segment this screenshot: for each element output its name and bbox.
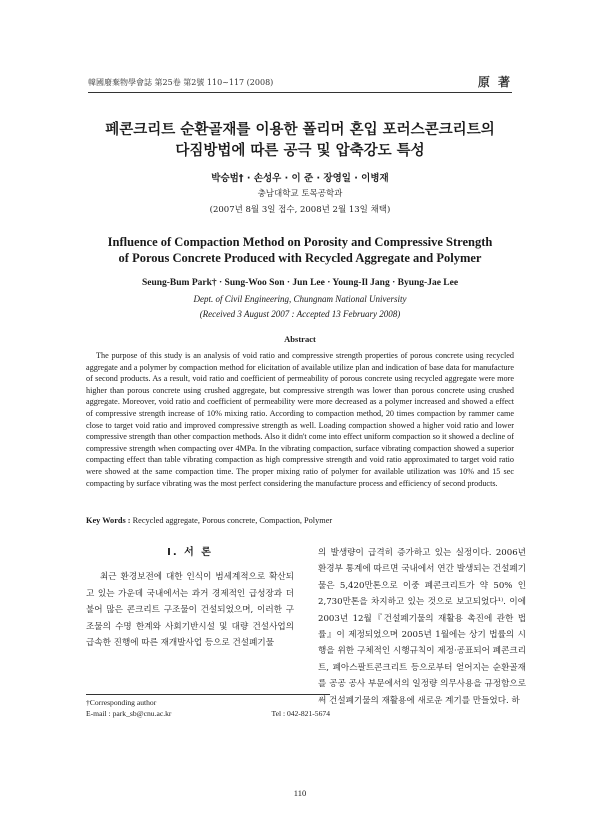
korean-title-line-1: 페콘크리트 순환골재를 이용한 폴리머 혼입 포러스콘크리트의: [105, 122, 495, 138]
english-authors: Seung-Bum Park† · Sung-Woo Son · Jun Lee · Young-Il Jang · Byung-Jae Lee: [141, 278, 459, 288]
page-number: 110: [293, 788, 307, 798]
footnote-telephone: Tel : 042-821-5674: [271, 708, 330, 718]
korean-authors: 박승범† · 손성우 · 이 준 · 장영일 · 이병재: [211, 173, 389, 184]
english-title: [70, 234, 530, 266]
english-dates: (Received 3 August 2007 : Accepted 13 February 2008): [199, 309, 401, 319]
running-head: [88, 74, 512, 93]
journal-citation: 韓國廢棄物學會誌 第25卷 第2號 110~117 (2008): [88, 78, 274, 87]
keywords: [86, 516, 514, 525]
english-affiliation: Dept. of Civil Engineering, Chungnam National University: [193, 294, 407, 304]
keywords-label: Key Words :: [86, 516, 131, 525]
footnote-email: E-mail : park_sb@cnu.ac.kr: [86, 708, 172, 718]
keywords-text: Recycled aggregate, Porous concrete, Compaction, Polymer: [130, 516, 333, 525]
introduction-paragraph-right: 의 발생량이 급격히 증가하고 있는 실정이다. 2006년 환경부 통계에 따르면 국내에서 연간 발생되는 건설폐기물은 5,420만톤으로 이중 폐콘크리트가 약 50% 인 2,730만톤을 차지하고 있는 것으로 보고되었다¹⁾. 이에 2003년 12월『건설폐기물의 재활용 촉진에 관한 법률』이 제정되었으며 2005년 1월에는 상기 법률의 시행을 위한 구체적인 시행규칙이 제정·공표되어 폐콘크리트, 폐아스팔트콘크리트 등으로부터 얻어지는 순환골재를 공공 공사 부문에서의 일정량 의무사용을 규정함으로써 건설폐기물의 재활용에 새로운 계기를 만들었다. 하: [318, 548, 526, 706]
korean-dates: (2007년 8월 3일 접수, 2008년 2월 13일 채택): [209, 205, 391, 215]
footnote-corresponding-author: †Corresponding author: [86, 698, 157, 707]
korean-title: [80, 120, 520, 162]
abstract-heading: Abstract: [284, 334, 316, 344]
article-type-label: 原 著: [477, 75, 512, 89]
footnote-contact-row: [86, 709, 330, 720]
english-title-line-2: of Porous Concrete Produced with Recycled Aggregate and Polymer: [118, 251, 482, 265]
introduction-paragraph-left: 최근 환경보전에 대한 인식이 범세계적으로 확산되고 있는 가운데 국내에서는 과거 경제적인 급성장과 더불어 많은 콘크리트 구조물이 건설되었으며, 이러한 구조물의 수명 한계와 사회기반시설 및 대량 건설사업의 급속한 진행에 따른 재개발사업 등으로 건설폐기물: [86, 572, 294, 649]
abstract-body: The purpose of this study is an analysis of void ratio and compressive strength properties of porous concrete using recycled aggregate and a polymer by compaction method for elicitation of available utilize plan and indication of base data for manufacture of second products. As a result, void ratio and coefficient of permeability of porous concrete using recycled aggregate were more higher than porous concrete using crushed aggregate, but compressive strength was lower than porous concrete using crushed aggregate. Moreover, void ratio and coefficient of permeability were more decreased as a polymer increased and showed a effect of compressive strength increase of 10% mixing ratio. According to compaction method, 20 times compaction by rammer came close to target void ratio and improved compressive strength as well. Loading compaction showed a higher void ratio and lower compressive strength than other compaction methods. Also it didn't come into effect uniform compaction so it showed a decline of compressive strength when compacting over 4MPa. In the vibrating compaction, surface vibrating compaction showed a superior compacting effect than table vibrating compaction as high compressive strength and void ratio approximated to target void ratio were showed at the same compaction time. The proper mixing ratio of polymer for available utilization was 10% and 15 sec compacting by surface vibrating was the most perfect considering the manufacture process and efficiency of second products.: [86, 351, 514, 488]
korean-title-line-2: 다짐방법에 따른 공극 및 압축강도 특성: [175, 143, 425, 159]
english-title-line-1: Influence of Compaction Method on Porosity and Compressive Strength: [107, 235, 493, 249]
section-heading-introduction: I. 서 론: [167, 547, 213, 558]
footnote: [86, 694, 330, 719]
body-column-right: [318, 545, 526, 709]
body-column-left: [86, 545, 294, 651]
korean-affiliation: 충남대학교 토목공학과: [257, 189, 343, 199]
